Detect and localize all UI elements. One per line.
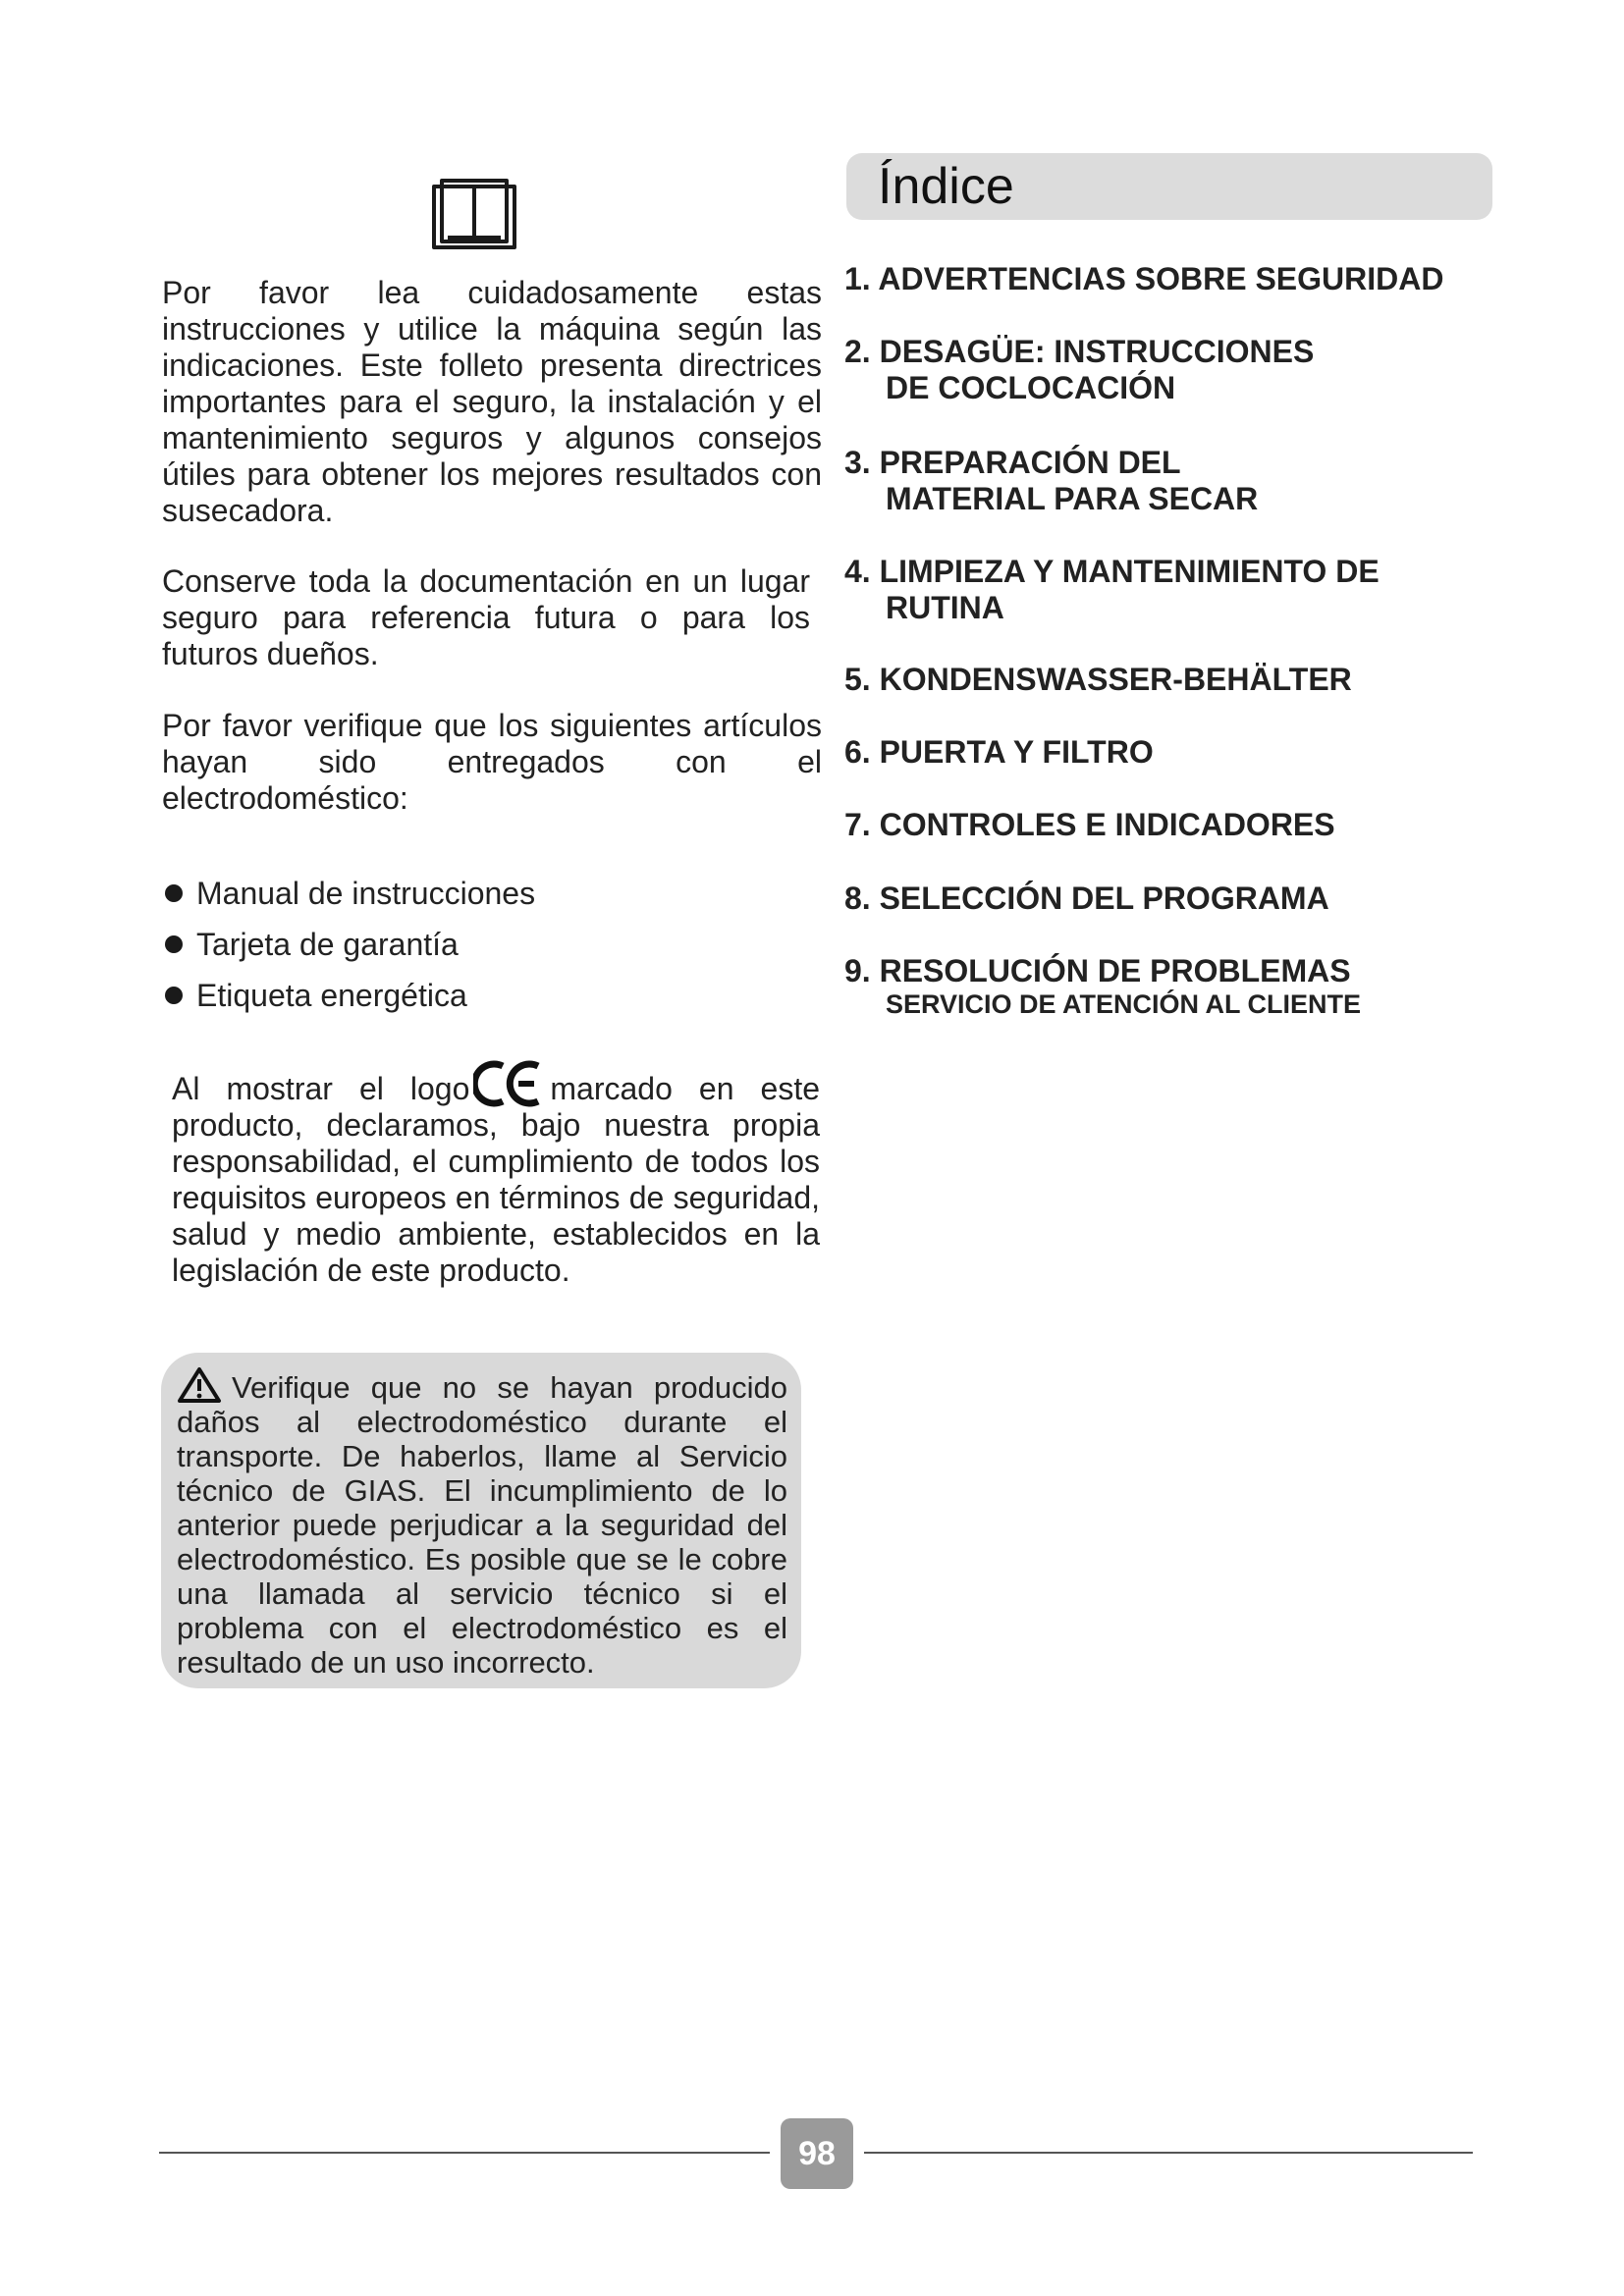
- footer-divider-right: [864, 2152, 1473, 2154]
- toc-item-label: 9. RESOLUCIÓN DE PROBLEMAS: [844, 953, 1351, 988]
- toc-item-troubleshooting[interactable]: [844, 953, 1512, 1019]
- ce-mark-icon: [473, 1060, 546, 1107]
- toc-item-label-cont: RUTINA: [886, 590, 1004, 625]
- toc-item-controls[interactable]: [844, 807, 1512, 843]
- toc-item-label-cont: DE COCLOCACIÓN: [886, 370, 1176, 405]
- toc-item-preparation[interactable]: [844, 445, 1512, 517]
- warning-triangle-icon: [177, 1366, 222, 1404]
- warning-text: Verifique que no se hayan producido daños al electrodoméstico durante el transporte. De haberlos, llame al Servicio técnico de GIAS. El incumplimiento de lo anterior puede perjudicar a la seguridad del electrodoméstico. Es posible que se le cobre una llamada al servicio técnico si el problema con el electrodoméstico es el resultado de un uso incorrecto.: [177, 1370, 787, 1680]
- intro-paragraph-1: Por favor lea cuidadosamente estas instrucciones y utilice la máquina según las indicaciones. Este folleto presenta directrices importantes para el seguro, la instalación y el mantenimiento seguros y algunos consejos útiles para obtener los mejores resultados con susecadora.: [162, 275, 822, 528]
- intro-paragraph-3: Por favor verifique que los siguientes artículos hayan sido entregados con el electrodoméstico:: [162, 708, 822, 816]
- toc-item-safety[interactable]: [844, 261, 1512, 297]
- list-item: [165, 868, 774, 919]
- bullet-icon: [165, 884, 183, 902]
- list-item-label: Tarjeta de garantía: [196, 926, 459, 962]
- delivered-items-list: [165, 868, 774, 1021]
- toc-item-drainage[interactable]: [844, 334, 1512, 406]
- toc-item-label: 3. PREPARACIÓN DEL: [844, 445, 1181, 480]
- ce-text-before: Al mostrar el logo: [172, 1071, 470, 1106]
- toc-item-label: 7. CONTROLES E INDICADORES: [844, 807, 1335, 842]
- toc-item-label-cont: MATERIAL PARA SECAR: [886, 481, 1259, 516]
- toc-item-door-filter[interactable]: [844, 734, 1512, 771]
- toc-item-label: 8. SELECCIÓN DEL PROGRAMA: [844, 881, 1329, 916]
- toc-item-sublabel: SERVICIO DE ATENCIÓN AL CLIENTE: [886, 989, 1362, 1019]
- index-title: Índice: [846, 153, 1492, 220]
- ce-text-after: marcado en este producto, declaramos, bajo nuestra propia responsabilidad, el cumplimiento de todos los requisitos europeos en términos de seguridad, salud y medio ambiente, establecidos en la legislación de este producto.: [172, 1071, 821, 1288]
- page-number-badge: 98: [781, 2118, 853, 2189]
- bullet-icon: [165, 935, 183, 953]
- toc-item-cleaning[interactable]: [844, 554, 1512, 626]
- ce-statement: [172, 1060, 820, 1289]
- toc-item-label: 1. ADVERTENCIAS SOBRE SEGURIDAD: [844, 261, 1444, 296]
- toc-item-program-selection[interactable]: [844, 881, 1512, 917]
- toc-item-label: 2. DESAGÜE: INSTRUCCIONES: [844, 334, 1315, 369]
- list-item-label: Manual de instrucciones: [196, 875, 536, 911]
- warning-paragraph: [177, 1366, 787, 1680]
- toc-item-water-container[interactable]: [844, 662, 1512, 698]
- list-item: [165, 919, 774, 970]
- toc-item-label: 4. LIMPIEZA Y MANTENIMIENTO DE: [844, 554, 1380, 589]
- toc-item-label: 5. KONDENSWASSER-BEHÄLTER: [844, 662, 1352, 697]
- list-item-label: Etiqueta energética: [196, 977, 467, 1013]
- list-item: [165, 970, 774, 1021]
- intro-paragraph-2: Conserve toda la documentación en un lugar seguro para referencia futura o para los futuros dueños.: [162, 563, 810, 671]
- book-icon: [430, 177, 518, 255]
- bullet-icon: [165, 987, 183, 1004]
- footer-divider-left: [159, 2152, 770, 2154]
- warning-box: [161, 1353, 801, 1688]
- toc-item-label: 6. PUERTA Y FILTRO: [844, 734, 1154, 770]
